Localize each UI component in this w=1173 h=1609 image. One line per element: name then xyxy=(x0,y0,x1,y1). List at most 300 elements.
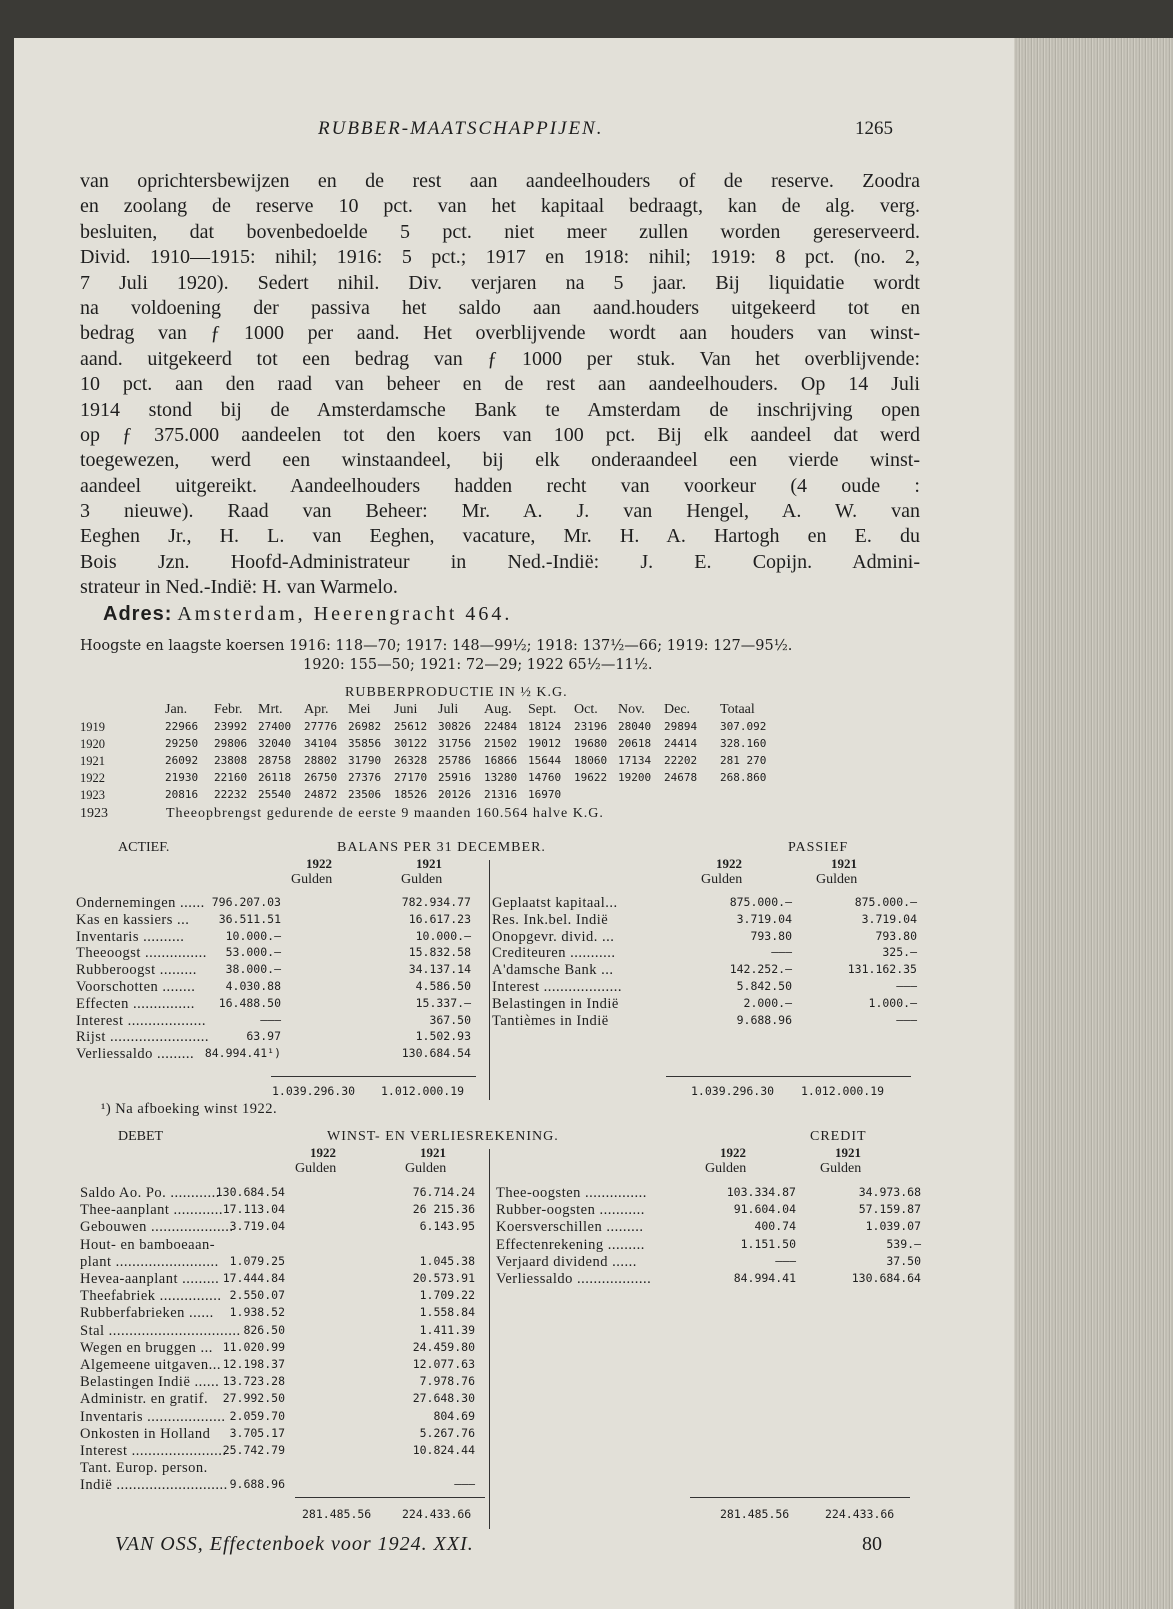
ledger-value-1922: 1.938.52 xyxy=(229,1305,285,1320)
ledger-value-1922: 103.334.87 xyxy=(726,1185,796,1199)
ledger-label: Verliessaldo .................. xyxy=(496,1271,652,1287)
production-value: 29894 xyxy=(664,720,698,733)
production-value: 20816 xyxy=(165,788,199,801)
production-value: 25786 xyxy=(438,754,472,767)
ledger-label: Hout- en bamboeaan- xyxy=(80,1236,216,1253)
ledger-label: Belastingen Indië ...... xyxy=(80,1374,220,1391)
production-value: 24872 xyxy=(304,788,338,801)
ledger-value-1922: 793.80 xyxy=(750,928,792,943)
ledger-value-1922: 875.000.— xyxy=(729,895,792,909)
production-header-row xyxy=(80,702,920,718)
ledger-label: Theeoogst ............... xyxy=(76,945,207,962)
month-header: Febr. xyxy=(214,702,243,717)
total-debet-1921: 224.433.66 xyxy=(402,1507,472,1521)
ledger-row-left xyxy=(76,895,486,912)
ledger-value-1922: 17.113.04 xyxy=(222,1202,285,1217)
balans-table xyxy=(76,856,921,1124)
ledger-value-1921: 34.137.14 xyxy=(408,962,471,977)
month-header: Mrt. xyxy=(258,702,283,717)
production-value: 328.160 xyxy=(720,737,767,750)
ledger-value-1922: 84.994.41 xyxy=(733,1271,796,1285)
ledger-row-left xyxy=(76,979,486,996)
ledger-value-1921: 325.— xyxy=(882,945,917,960)
address-value: Amsterdam, Heerengracht 464. xyxy=(177,603,513,625)
unit-header: Gulden xyxy=(701,872,743,887)
ledger-row-left xyxy=(76,912,486,929)
balans-passief-title: PASSIEF xyxy=(788,840,849,855)
address-line xyxy=(103,603,512,626)
ledger-row-left xyxy=(80,1426,490,1443)
ledger-value-1922: 826.50 xyxy=(243,1322,285,1337)
production-value: 25540 xyxy=(258,788,292,801)
ledger-label: Indië ........................... xyxy=(80,1477,228,1494)
balans-title: BALANS PER 31 DECEMBER. xyxy=(337,840,546,855)
wv-table xyxy=(80,1145,925,1545)
month-header: Juli xyxy=(438,702,459,717)
ledger-row-left xyxy=(80,1460,490,1477)
ledger-value-1921: 875.000.— xyxy=(854,895,917,909)
ledger-value-1922: 9.688.96 xyxy=(229,1477,285,1492)
ledger-row-left xyxy=(80,1219,490,1236)
ledger-value-1921: 12.077.63 xyxy=(412,1357,475,1371)
ledger-value-1922: 25.742.79 xyxy=(222,1443,285,1457)
production-value: 27376 xyxy=(348,771,382,784)
ledger-label: Hevea-aanplant ......... xyxy=(80,1271,220,1287)
prose-line: 1914 stond bij de Amsterdamsche Bank te Amsterdam de inschrijving open xyxy=(80,398,920,421)
ledger-row-left xyxy=(80,1237,490,1254)
ledger-value-1922: 3.719.04 xyxy=(229,1219,285,1234)
unit-header: Gulden xyxy=(705,1161,747,1176)
production-value: 25916 xyxy=(438,771,472,784)
production-value: 22160 xyxy=(214,771,248,784)
total-passief-1922: 1.039.296.30 xyxy=(691,1084,775,1098)
production-value: 28758 xyxy=(258,754,292,767)
ledger-label: Ondernemingen ...... xyxy=(76,895,205,911)
ledger-label: Effectenrekening ......... xyxy=(496,1236,645,1253)
ledger-label: Thee-oogsten ............... xyxy=(496,1185,647,1201)
ledger-value-1922: 84.994.41¹) xyxy=(204,1046,281,1061)
wv-credit-title: CREDIT xyxy=(810,1129,867,1144)
production-value: 18060 xyxy=(574,754,608,767)
ledger-value-1921: 804.69 xyxy=(433,1408,475,1423)
ledger-label: Onopgevr. divid. ... xyxy=(492,928,615,945)
ledger-value-1921: 4.586.50 xyxy=(415,979,471,993)
ledger-label: plant ......................... xyxy=(80,1253,219,1270)
production-value: 22966 xyxy=(165,720,199,733)
total-passief-1921: 1.012.000.19 xyxy=(801,1084,885,1098)
ledger-value-1922: 1.151.50 xyxy=(740,1236,796,1251)
ledger-label: Administr. en gratif. xyxy=(80,1391,209,1408)
production-value: 19622 xyxy=(574,771,608,784)
month-header: Sept. xyxy=(528,702,557,717)
production-value: 268.860 xyxy=(720,771,767,784)
unit-header: Gulden xyxy=(295,1161,337,1176)
ledger-value-1922: 27.992.50 xyxy=(222,1391,285,1406)
wv-title: WINST- EN VERLIESREKENING. xyxy=(327,1129,559,1144)
ledger-label: Rubberfabrieken ...... xyxy=(80,1305,214,1322)
ledger-label: A'damsche Bank ... xyxy=(492,962,614,979)
ledger-label: Verliessaldo ......... xyxy=(76,1046,195,1063)
ledger-label: Voorschotten ........ xyxy=(76,979,196,995)
ledger-label: Algemeene uitgaven... xyxy=(80,1357,221,1373)
ledger-value-1922: 5.842.50 xyxy=(736,979,792,993)
production-value: 31756 xyxy=(438,737,472,750)
production-row xyxy=(80,720,920,737)
ledger-value-1921: 1.558.84 xyxy=(419,1305,475,1320)
running-header: RUBBER-MAATSCHAPPIJEN. xyxy=(318,118,604,139)
ledger-row-left xyxy=(76,1013,486,1030)
production-value: 25612 xyxy=(394,720,428,733)
ledger-value-1921: 5.267.76 xyxy=(419,1425,475,1440)
ledger-label: Kas en kassiers ... xyxy=(76,911,190,928)
wv-divider xyxy=(489,1149,490,1529)
ledger-row-left xyxy=(80,1288,490,1305)
prose-line: Divid. 1910—1915: nihil; 1916: 5 pct.; 1917 en 1918: nihil; 1919: 8 pct. (no. 2, xyxy=(80,246,920,269)
production-value: 18124 xyxy=(528,720,562,733)
balans-footnote: ¹) Na afboeking winst 1922. xyxy=(101,1101,278,1117)
ledger-value-1922: 16.488.50 xyxy=(218,995,281,1010)
ledger-row-left xyxy=(80,1271,490,1288)
ledger-value-1921: 793.80 xyxy=(875,928,917,943)
prose-line: 10 pct. aan den raad van beheer en de rest aan aandeelhouders. Op 14 Juli xyxy=(80,373,920,396)
production-value: 22202 xyxy=(664,754,698,767)
production-note-year: 1923 xyxy=(80,806,108,821)
prose-line: na voldoening der passiva het saldo aan aand.houders uitgekeerd tot en xyxy=(80,296,920,319)
prose-line: strateur in Ned.-Indië: H. van Warmelo. xyxy=(80,576,398,599)
ledger-row-left xyxy=(76,996,486,1013)
ledger-label: Stal ................................ xyxy=(80,1322,241,1339)
ledger-value-1921: 367.50 xyxy=(429,1012,471,1027)
year-header: 1922 xyxy=(310,1145,336,1160)
production-value: 21316 xyxy=(484,788,518,801)
ledger-value-1922: 9.688.96 xyxy=(736,1012,792,1027)
ledger-label: Theefabriek ............... xyxy=(80,1288,222,1305)
production-value: 27776 xyxy=(304,720,338,733)
production-value: 27170 xyxy=(394,771,428,784)
production-value: 28040 xyxy=(618,720,652,733)
production-year: 1923 xyxy=(80,788,105,802)
ledger-value-1921: 57.159.87 xyxy=(858,1202,921,1217)
ledger-value-1921: 27.648.30 xyxy=(412,1391,475,1406)
production-row xyxy=(80,737,920,754)
production-value: 22484 xyxy=(484,720,518,733)
ledger-value-1922: 11.020.99 xyxy=(222,1339,285,1354)
ledger-row-right xyxy=(496,1202,921,1219)
year-header: 1921 xyxy=(416,856,442,871)
production-value: 19680 xyxy=(574,737,608,750)
ledger-label: Interest ................... xyxy=(492,979,622,995)
production-value: 281 270 xyxy=(720,754,767,767)
prose-line: bedrag van ƒ 1000 per aand. Het overblijvende wordt aan houders van winst- xyxy=(80,322,920,345)
ledger-row-left xyxy=(76,962,486,979)
ledger-row-right xyxy=(492,945,917,962)
production-value: 19200 xyxy=(618,771,652,784)
ledger-value-1921: 20.573.91 xyxy=(412,1271,475,1285)
ledger-label: Wegen en bruggen ... xyxy=(80,1339,213,1356)
ledger-value-1922: 130.684.54 xyxy=(215,1185,285,1199)
ledger-value-1922: 63.97 xyxy=(246,1029,281,1044)
ledger-value-1921: 1.709.22 xyxy=(419,1288,475,1303)
ledger-label: Inventaris .......... xyxy=(76,928,185,945)
total-credit-1921: 224.433.66 xyxy=(825,1507,895,1521)
production-value: 23196 xyxy=(574,720,608,733)
production-row xyxy=(80,788,920,805)
unit-header: Gulden xyxy=(816,872,858,887)
ledger-value-1921: 7.978.76 xyxy=(419,1374,475,1389)
ledger-row-left xyxy=(80,1374,490,1391)
production-value: 30122 xyxy=(394,737,428,750)
production-value: 26982 xyxy=(348,720,382,733)
production-value: 16866 xyxy=(484,754,518,767)
production-value: 34104 xyxy=(304,737,338,750)
ledger-value-1921: ——— xyxy=(896,1012,917,1027)
ledger-value-1921: 539.— xyxy=(886,1236,921,1251)
ledger-value-1922: ——— xyxy=(260,1012,281,1027)
month-header: Juni xyxy=(394,702,418,717)
ledger-value-1921: 1.000.— xyxy=(868,995,917,1010)
ledger-row-left xyxy=(80,1477,490,1494)
ledger-value-1922: 3.705.17 xyxy=(229,1425,285,1440)
ledger-row-left xyxy=(80,1323,490,1340)
koersen-line-1: Hoogste en laagste koersen 1916: 118—70; 1917: 148—99½; 1918: 137½—66; 1919: 127—95½. xyxy=(80,638,793,654)
prose-line: besluiten, dat bovenbedoelde 5 pct. niet meer zullen worden gereserveerd. xyxy=(80,220,920,243)
ledger-label: Crediteuren ........... xyxy=(492,945,616,962)
month-header: Oct. xyxy=(574,702,598,717)
ledger-row-left xyxy=(76,929,486,946)
description-text xyxy=(80,169,920,601)
ledger-row-left xyxy=(76,1046,486,1063)
ledger-value-1922: 2.059.70 xyxy=(229,1408,285,1423)
year-header: 1922 xyxy=(306,856,332,871)
ledger-label: Koersverschillen ......... xyxy=(496,1219,644,1236)
production-row xyxy=(80,771,920,788)
ledger-value-1921: 1.502.93 xyxy=(415,1029,471,1044)
ledger-value-1921: 10.000.— xyxy=(415,928,471,943)
ledger-row-right xyxy=(492,979,917,996)
ledger-value-1921: 10.824.44 xyxy=(412,1443,475,1457)
balans-divider xyxy=(489,860,490,1100)
production-value: 307.092 xyxy=(720,720,767,733)
ledger-value-1922: 4.030.88 xyxy=(225,979,281,993)
ledger-label: Geplaatst kapitaal... xyxy=(492,895,618,911)
ledger-label: Saldo Ao. Po. ............ xyxy=(80,1185,220,1201)
ledger-row-left xyxy=(80,1340,490,1357)
ledger-label: Thee-aanplant ............ xyxy=(80,1202,224,1219)
ledger-value-1922: 142.252.— xyxy=(729,962,792,977)
unit-header: Gulden xyxy=(401,872,443,887)
year-header: 1921 xyxy=(831,856,857,871)
ledger-row-right xyxy=(496,1271,921,1288)
production-value: 31790 xyxy=(348,754,382,767)
koersen-line-2: 1920: 155—50; 1921: 72—29; 1922 65½—11½. xyxy=(303,657,653,673)
prose-line: aand. uitgekeerd tot een bedrag van ƒ 1000 per stuk. Van het overblijvende: xyxy=(80,347,920,370)
ledger-label: Rijst ........................ xyxy=(76,1029,210,1046)
production-value: 22232 xyxy=(214,788,248,801)
ledger-value-1922: 2.000.— xyxy=(743,995,792,1010)
total-rule xyxy=(295,1497,485,1498)
production-value: 29250 xyxy=(165,737,199,750)
total-rule xyxy=(271,1076,476,1077)
ledger-value-1922: 1.079.25 xyxy=(229,1253,285,1268)
ledger-value-1921: 37.50 xyxy=(886,1253,921,1268)
ledger-value-1922: 53.000.— xyxy=(225,945,281,960)
production-value: 23506 xyxy=(348,788,382,801)
unit-header: Gulden xyxy=(820,1161,862,1176)
year-header-row xyxy=(76,856,921,888)
ledger-row-left xyxy=(80,1409,490,1426)
wv-debet-title: DEBET xyxy=(118,1129,164,1144)
production-value: 15644 xyxy=(528,754,562,767)
production-value: 23992 xyxy=(214,720,248,733)
production-year: 1922 xyxy=(80,771,105,785)
ledger-row-right xyxy=(496,1185,921,1202)
prose-line: Bois Jzn. Hoofd-Administrateur in Ned.-Indië: J. E. Copijn. Admini- xyxy=(80,550,920,573)
ledger-value-1921: 782.934.77 xyxy=(401,895,471,909)
ledger-value-1921: 3.719.04 xyxy=(861,911,917,926)
ledger-row-left xyxy=(80,1305,490,1322)
footer-sheet-number: 80 xyxy=(862,1533,882,1555)
ledger-value-1921: 130.684.64 xyxy=(851,1271,921,1285)
production-year: 1921 xyxy=(80,754,105,768)
ledger-row-right xyxy=(496,1254,921,1271)
production-value: 14760 xyxy=(528,771,562,784)
ledger-label: Inventaris ................... xyxy=(80,1408,226,1425)
prose-line: op ƒ 375.000 aandeelen tot den koers van 100 pct. Bij elk aandeel dat werd xyxy=(80,423,920,446)
production-title: RUBBERPRODUCTIE IN ½ K.G. xyxy=(345,685,568,700)
production-value: 20618 xyxy=(618,737,652,750)
ledger-value-1921: 130.684.54 xyxy=(401,1046,471,1061)
month-header: Apr. xyxy=(304,702,329,717)
production-row xyxy=(80,754,920,771)
total-debet-1922: 281.485.56 xyxy=(302,1507,372,1521)
production-table xyxy=(80,702,920,817)
ledger-label: Tant. Europ. person. xyxy=(80,1460,208,1477)
production-value: 21930 xyxy=(165,771,199,784)
year-header: 1922 xyxy=(716,856,742,871)
year-header: 1922 xyxy=(720,1145,746,1160)
ledger-label: Effecten ............... xyxy=(76,995,195,1012)
ledger-value-1922: 400.74 xyxy=(754,1219,796,1234)
ledger-value-1921: 15.832.58 xyxy=(408,945,471,960)
ledger-row-left xyxy=(80,1391,490,1408)
prose-line: 3 nieuwe). Raad van Beheer: Mr. A. J. van Hengel, A. W. van xyxy=(80,500,920,523)
ledger-label: Onkosten in Holland xyxy=(80,1425,211,1442)
production-value: 32040 xyxy=(258,737,292,750)
ledger-value-1921: 1.411.39 xyxy=(419,1322,475,1337)
ledger-label: Tantièmes in Indië xyxy=(492,1012,609,1029)
production-value: 30826 xyxy=(438,720,472,733)
page-edges xyxy=(1014,38,1173,1609)
production-value: 16970 xyxy=(528,788,562,801)
ledger-value-1922: 17.444.84 xyxy=(222,1271,285,1285)
production-value: 21502 xyxy=(484,737,518,750)
month-header: Totaal xyxy=(720,702,755,717)
address-label: Adres: xyxy=(103,603,173,625)
production-value: 13280 xyxy=(484,771,518,784)
production-note: Theeopbrengst gedurende de eerste 9 maanden 160.564 halve K.G. xyxy=(166,806,604,821)
ledger-value-1921: 26 215.36 xyxy=(412,1202,475,1217)
ledger-row-right xyxy=(492,1013,917,1030)
production-value: 20126 xyxy=(438,788,472,801)
production-value: 26118 xyxy=(258,771,292,784)
ledger-row-right xyxy=(496,1237,921,1254)
ledger-value-1921: 6.143.95 xyxy=(419,1219,475,1234)
prose-line: aandeel uitgereikt. Aandeelhouders hadden recht van voorkeur (4 oude : xyxy=(80,474,920,497)
production-value: 24414 xyxy=(664,737,698,750)
ledger-label: Verjaard dividend ...... xyxy=(496,1253,637,1270)
production-value: 29806 xyxy=(214,737,248,750)
month-header: Dec. xyxy=(664,702,691,717)
ledger-value-1922: 3.719.04 xyxy=(736,911,792,926)
prose-line: en zoolang de reserve 10 pct. van het kapitaal bedraagt, kan de alg. verg. xyxy=(80,195,920,218)
ledger-row-right xyxy=(492,895,917,912)
ledger-row-right xyxy=(492,912,917,929)
ledger-value-1922: 36.511.51 xyxy=(218,911,281,926)
total-rule xyxy=(690,1497,910,1498)
ledger-value-1921: 34.973.68 xyxy=(858,1185,921,1199)
ledger-value-1921: 1.045.38 xyxy=(419,1253,475,1268)
ledger-value-1922: 12.198.37 xyxy=(222,1357,285,1371)
ledger-value-1922: ——— xyxy=(775,1253,796,1268)
ledger-label: Interest ....................... xyxy=(80,1443,227,1459)
footer-source: VAN OSS, Effectenboek voor 1924. XXI. xyxy=(115,1533,474,1555)
prose-line: toegewezen, werd een winstaandeel, bij elk onderaandeel een vierde winst- xyxy=(80,449,920,472)
ledger-label: Gebouwen .................... xyxy=(80,1219,234,1236)
ledger-label: Rubberoogst ......... xyxy=(76,962,197,979)
ledger-value-1922: 91.604.04 xyxy=(733,1202,796,1217)
ledger-value-1921: 76.714.24 xyxy=(412,1185,475,1199)
total-rule xyxy=(666,1076,911,1077)
ledger-row-left xyxy=(80,1254,490,1271)
ledger-label: Rubber-oogsten ........... xyxy=(496,1202,645,1219)
production-value: 26092 xyxy=(165,754,199,767)
year-header-row xyxy=(80,1145,925,1177)
production-value: 24678 xyxy=(664,771,698,784)
ledger-value-1922: 2.550.07 xyxy=(229,1288,285,1303)
month-header: Mei xyxy=(348,702,371,717)
ledger-value-1921: 15.337.— xyxy=(415,995,471,1010)
ledger-row-left xyxy=(80,1202,490,1219)
ledger-value-1922: 796.207.03 xyxy=(211,895,281,909)
production-value: 18526 xyxy=(394,788,428,801)
prose-line: van oprichtersbewijzen en de rest aan aandeelhouders of de reserve. Zoodra xyxy=(80,170,920,192)
ledger-value-1921: ——— xyxy=(896,979,917,993)
ledger-row-left xyxy=(76,945,486,962)
ledger-row-right xyxy=(492,929,917,946)
ledger-row-left xyxy=(80,1443,490,1460)
year-header: 1921 xyxy=(420,1145,446,1160)
production-year: 1920 xyxy=(80,737,105,751)
ledger-label: Interest ................... xyxy=(76,1012,206,1029)
production-value: 35856 xyxy=(348,737,382,750)
total-actief-1922: 1.039.296.30 xyxy=(272,1084,356,1098)
ledger-row-right xyxy=(492,962,917,979)
production-value: 27400 xyxy=(258,720,292,733)
production-value: 26328 xyxy=(394,754,428,767)
ledger-value-1922: ——— xyxy=(771,945,792,960)
production-value: 17134 xyxy=(618,754,652,767)
ledger-value-1922: 38.000.— xyxy=(225,962,281,977)
prose-line: 7 Juli 1920). Sedert nihil. Div. verjaren na 5 jaar. Bij liquidatie wordt xyxy=(80,271,920,294)
ledger-value-1921: ——— xyxy=(454,1477,475,1492)
ledger-row-left xyxy=(80,1185,490,1202)
ledger-value-1921: 1.039.07 xyxy=(865,1219,921,1234)
production-value: 19012 xyxy=(528,737,562,750)
month-header: Nov. xyxy=(618,702,645,717)
unit-header: Gulden xyxy=(405,1161,447,1176)
production-year: 1919 xyxy=(80,720,105,734)
ledger-value-1922: 13.723.28 xyxy=(222,1374,285,1389)
